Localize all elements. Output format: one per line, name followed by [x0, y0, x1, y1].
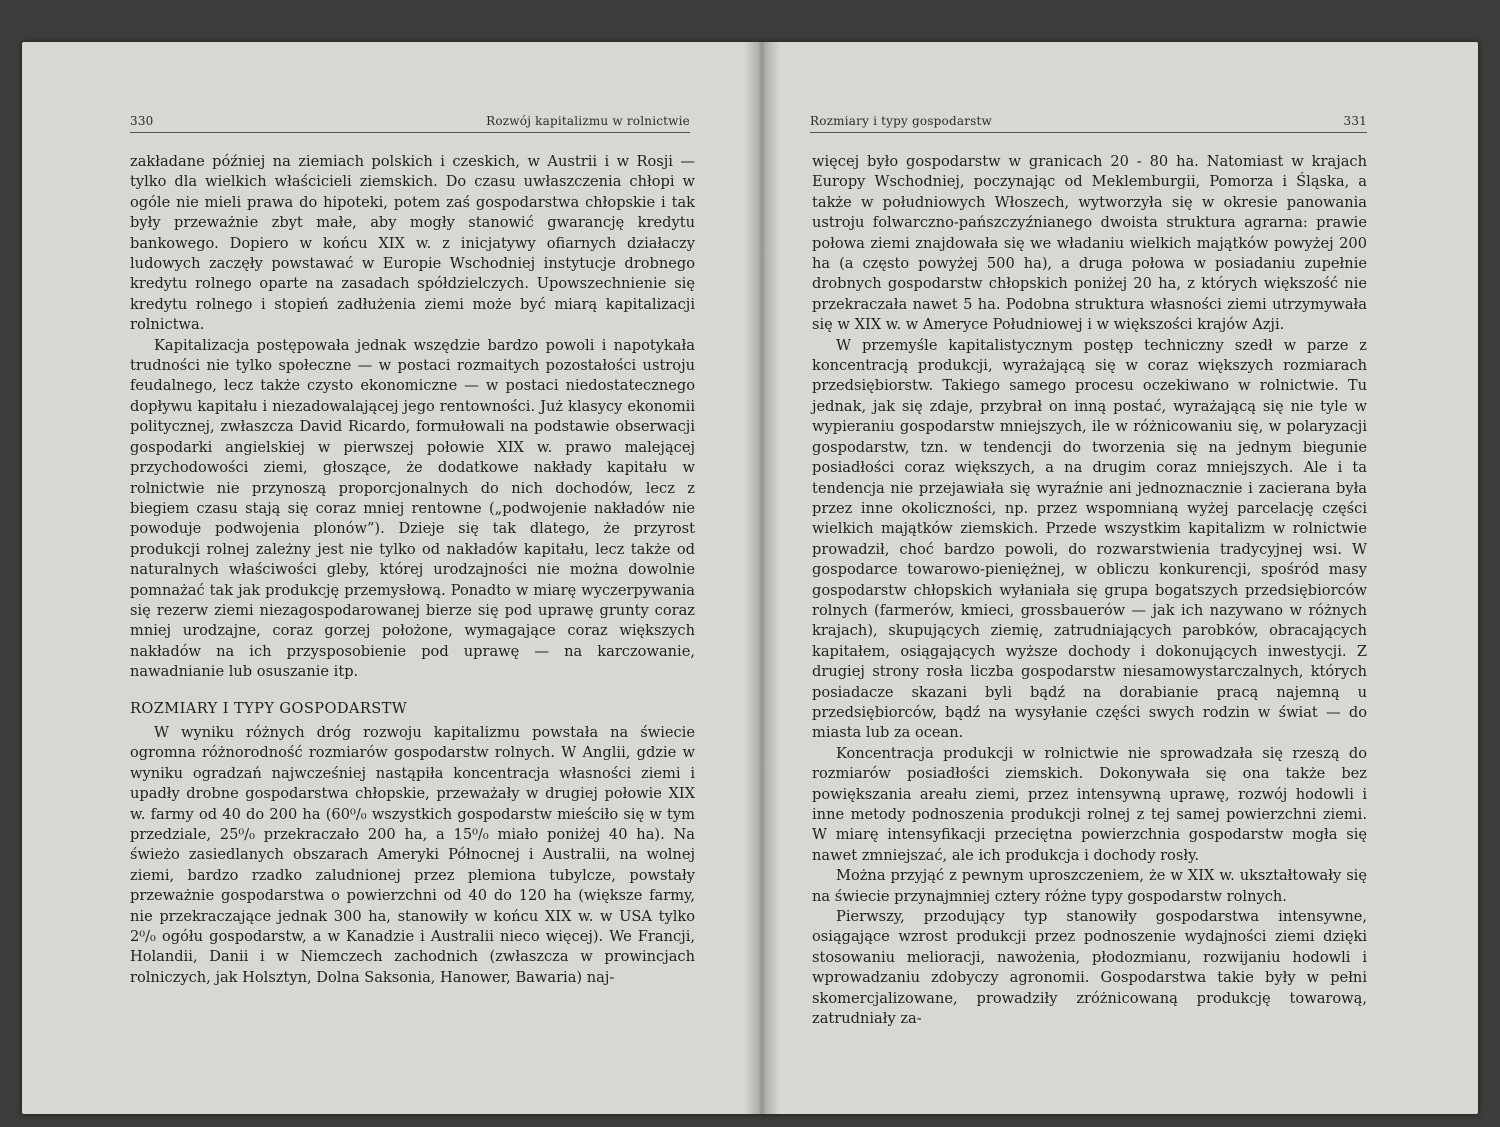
section-heading: ROZMIARY I TYPY GOSPODARSTW: [130, 699, 408, 717]
right-page-header: [810, 114, 1367, 133]
paragraph: Koncentracja produkcji w rolnictwie nie sprowadzała się rzeszą do rozmiarów posiadłości ziemskich. Dokonywała się ona także bez powiększania areału ziemi, przez intensywną uprawę, rozwój hodowli i inne metody podnoszenia produkcji rolnej z tej samej powierzchni ziemi. W miarę intensyfikacji przeciętna powierzchnia gospodarstw mogła się nawet zmniejszać, ale ich produkcja i dochody rosły.: [812, 744, 1367, 864]
right-page-number: 331: [1343, 114, 1367, 128]
book-spread: [22, 42, 1478, 1114]
paragraph: więcej było gospodarstw w granicach 20 - 80 ha. Natomiast w krajach Europy Wschodniej, poczynając od Meklemburgii, Pomorza i Śląska, a także w południowych Włoszech, wytworzyła się w okresie panowania ustroju folwarczno-pańszczyźnianego dwoista struktura agrarna: prawie połowa ziemi znajdowała się we władaniu wielkich majątków powyżej 200 ha (a często powyżej 500 ha), a druga połowa w posiadaniu zupełnie drobnych gospodarstw chłopskich poniżej 20 ha, z których większość nie przekraczała nawet 5 ha. Podobna struktura własności ziemi utrzymywała się w XIX w. w Ameryce Południowej i w większości krajów Azji.: [812, 153, 1367, 334]
left-page-body: [130, 152, 695, 988]
left-running-head: Rozwój kapitalizmu w rolnictwie: [486, 114, 690, 128]
paragraph: Pierwszy, przodujący typ stanowiły gospodarstwa intensywne, osiągające wzrost produkcji przez podnoszenie wydajności ziemi dzięki stosowaniu melioracji, nawożenia, płodozmianu, rozwijaniu hodowli i wprowadzaniu zdobyczy agronomii. Gospodarstwa takie były w pełni skomercjalizowane, prowadziły zróżnicowaną produkcję towarową, zatrudniały za-: [812, 908, 1367, 1028]
right-running-head: Rozmiary i typy gospodarstw: [810, 114, 993, 128]
right-page: [762, 42, 1478, 1114]
paragraph: Można przyjąć z pewnym uproszczeniem, że w XIX w. ukształtowały się na świecie przynajmniej cztery różne typy gospodarstw rolnych.: [812, 867, 1367, 905]
paragraph: zakładane później na ziemiach polskich i czeskich, w Austrii i w Rosji — tylko dla wielkich właścicieli ziemskich. Do czasu uwłaszczenia chłopi w ogóle nie mieli prawa do hipoteki, potem zaś gospodarstwa chłopskie i tak były przeważnie zbyt małe, aby mogły stanowić gwarancję kredytu bankowego. Dopiero w końcu XIX w. z inicjatywy ofiarnych działaczy ludowych zaczęły powstawać w Europie Wschodniej instytucje drobnego kredytu rolnego oparte na zasadach spółdzielczych. Upowszechnienie się kredytu rolnego i stopień zadłużenia ziemi może być miarą kapitalizacji rolnictwa.: [130, 153, 695, 334]
left-page-number: 330: [130, 114, 154, 128]
left-page-header: [130, 114, 690, 133]
paragraph: W przemyśle kapitalistycznym postęp techniczny szedł w parze z koncentracją produkcji, wyrażającą się w coraz większych rozmiarach przedsiębiorstw. Takiego samego procesu oczekiwano w rolnictwie. Tu jednak, jak się zdaje, przybrał on inną postać, wyrażającą się nie tyle w wypieraniu gospodarstw mniejszych, ile w różnicowaniu się, w polaryzacji gospodarstw, tzn. w tendencji do tworzenia się na jednym biegunie posiadłości coraz większych, a na drugim coraz mniejszych. Ale i ta tendencja nie przejawiała się wyraźnie ani jednoznacznie i zacierana była przez inne okoliczności, np. przez wspomnianą wyżej parcelację części wielkich majątków ziemskich. Przede wszystkim kapitalizm w rolnictwie prowadził, choć bardzo powoli, do rozwarstwienia tradycyjnej wsi. W gospodarce towarowo-pieniężnej, w obliczu konkurencji, spośród masy gospodarstw chłopskich wyłaniała się grupa bogatszych przedsiębiorców rolnych (farmerów, kmieci, grossbauerów — jak ich nazywano w różnych krajach), skupujących ziemię, zatrudniających parobków, obracających kapitałem, osiągających wyższe dochody i dokonujących inwestycji. Z drugiej strony rosła liczba gospodarstw niesamowystarczalnych, których posiadacze skazani byli bądź na dorabianie pracą najemną u przedsiębiorców, bądź na wysyłanie części swych rodzin w świat — do miasta lub za ocean.: [812, 336, 1367, 742]
paragraph: W wyniku różnych dróg rozwoju kapitalizmu powstała na świecie ogromna różnorodność rozmiarów gospodarstw rolnych. W Anglii, gdzie w wyniku ogradzań najwcześniej nastąpiła koncentracja własności ziemi i upadły drobne gospodarstwa chłopskie, przeważały w drugiej połowie XIX w. farmy od 40 do 200 ha (60⁰/₀ wszystkich gospodarstw mieściło się w tym przedziale, 25⁰/₀ przekraczało 200 ha, a 15⁰/₀ miało poniżej 40 ha). Na świeżo zasiedlanych obszarach Ameryki Północnej i Australii, na wolnej ziemi, bardzo rzadko zaludnionej przez plemiona tubylcze, powstały przeważnie gospodarstwa o powierzchni od 40 do 120 ha (większe farmy, nie przekraczające jednak 300 ha, stanowiły w końcu XIX w. w USA tylko 2⁰/₀ ogółu gospodarstw, a w Kanadzie i Australii nieco więcej). We Francji, Holandii, Danii i w Niemczech zachodnich (zwłaszcza w prowincjach rolniczych, jak Holsztyn, Dolna Saksonia, Hanower, Bawaria) naj-: [130, 723, 695, 986]
paragraph: Kapitalizacja postępowała jednak wszędzie bardzo powoli i napotykała trudności nie tylko społeczne — w postaci rozmaitych pozostałości ustroju feudalnego, lecz także czysto ekonomiczne — w postaci niedostatecznego dopływu kapitału i niezadowalającej jego rentowności. Już klasycy ekonomii politycznej, zwłaszcza David Ricardo, formułowali na podstawie obserwacji gospodarki angielskiej w pierwszej połowie XIX w. prawo malejącej przychodowości ziemi, głoszące, że dodatkowe nakłady kapitału w rolnictwie nie przynoszą proporcjonalnych do nich dochodów, lecz z biegiem czasu stają się coraz mniej rentowne („podwojenie nakładów nie powoduje podwojenia plonów”). Dzieje się tak dlatego, że przyrost produkcji rolnej zależny jest nie tylko od nakładów kapitału, lecz także od naturalnych właściwości gleby, której urodzajności nie można dowolnie pomnażać tak jak produkcję przemysłową. Ponadto w miarę wyczerpywania się rezerw ziemi niezagospodarowanej bierze się pod uprawę grunty coraz mniej urodzajne, coraz gorzej położone, wymagające coraz większych nakładów na ich przysposobienie pod uprawę — na karczowanie, nawadnianie lub osuszanie itp.: [130, 336, 695, 681]
left-page: [22, 42, 762, 1114]
right-page-body: [812, 152, 1367, 1029]
